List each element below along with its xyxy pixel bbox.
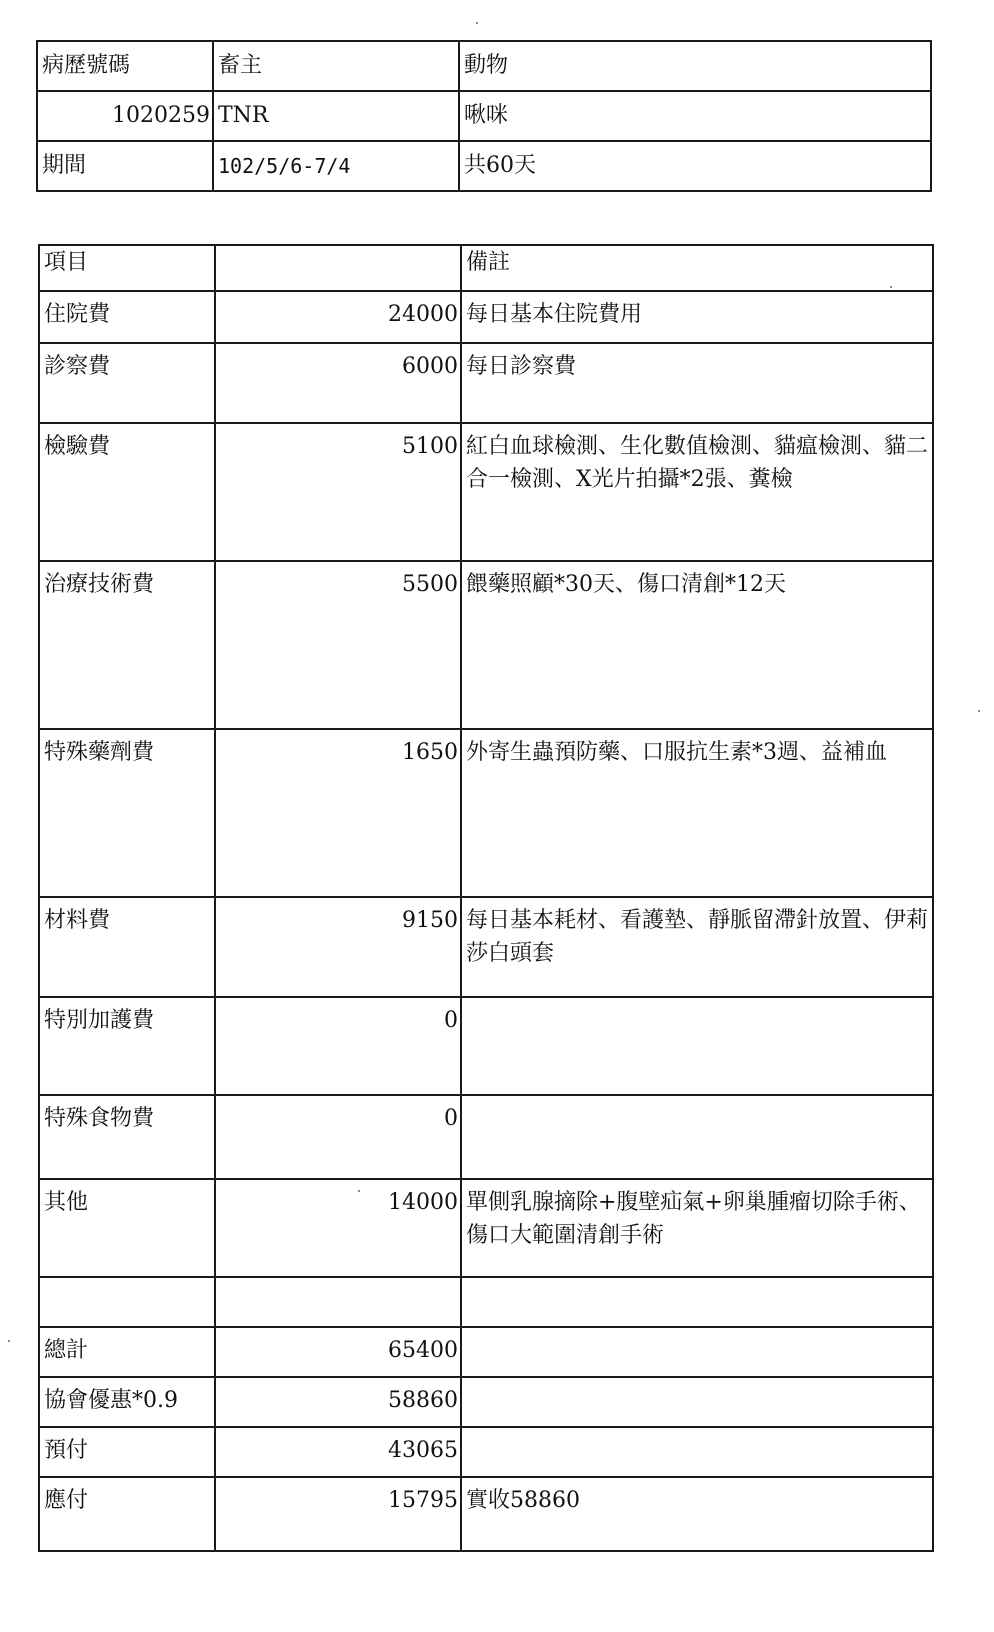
animal-header: 動物	[459, 41, 931, 91]
scan-speck	[358, 1190, 360, 1192]
summary-amount: 58860	[215, 1377, 461, 1427]
item-label: 檢驗費	[39, 423, 215, 561]
item-label: 治療技術費	[39, 561, 215, 729]
item-amount: 0	[215, 1095, 461, 1179]
summary-amount: 65400	[215, 1327, 461, 1377]
table-row	[39, 291, 933, 343]
item-remark	[461, 1095, 933, 1179]
table-row	[39, 1277, 933, 1327]
item-remark: 餵藥照顧*30天、傷口清創*12天	[461, 561, 933, 729]
item-amount: 5100	[215, 423, 461, 561]
summary-row	[39, 1427, 933, 1477]
record-no-header: 病歷號碼	[37, 41, 213, 91]
table-row	[39, 997, 933, 1095]
summary-amount: 15795	[215, 1477, 461, 1551]
item-remark: 單側乳腺摘除+腹壁疝氣+卵巢腫瘤切除手術、傷口大範圍清創手術	[461, 1179, 933, 1277]
info-value-row	[37, 91, 931, 141]
remark-header: 備註	[461, 245, 933, 291]
item-remark: 每日基本住院費用	[461, 291, 933, 343]
owner-header: 畜主	[213, 41, 459, 91]
billing-header-row	[39, 245, 933, 291]
item-header: 項目	[39, 245, 215, 291]
item-label: 特別加護費	[39, 997, 215, 1095]
item-amount: 1650	[215, 729, 461, 897]
amount-header	[215, 245, 461, 291]
item-remark	[461, 997, 933, 1095]
item-remark	[461, 1277, 933, 1327]
item-amount: 14000	[215, 1179, 461, 1277]
owner-value: TNR	[213, 91, 459, 141]
item-label: 住院費	[39, 291, 215, 343]
summary-label: 總計	[39, 1327, 215, 1377]
item-amount: 0	[215, 997, 461, 1095]
item-remark: 紅白血球檢測、生化數值檢測、貓瘟檢測、貓二合一檢測、X光片拍攝*2張、糞檢	[461, 423, 933, 561]
scan-speck	[978, 710, 980, 712]
summary-label: 應付	[39, 1477, 215, 1551]
summary-row	[39, 1377, 933, 1427]
item-remark: 每日基本耗材、看護墊、靜脈留滯針放置、伊莉莎白頭套	[461, 897, 933, 997]
scan-speck	[890, 286, 892, 288]
item-amount	[215, 1277, 461, 1327]
item-label: 材料費	[39, 897, 215, 997]
summary-remark	[461, 1377, 933, 1427]
summary-row	[39, 1327, 933, 1377]
item-amount: 5500	[215, 561, 461, 729]
scan-speck	[8, 1340, 10, 1342]
table-row	[39, 1095, 933, 1179]
record-info-table	[36, 40, 932, 192]
table-row	[39, 897, 933, 997]
item-label: 診察費	[39, 343, 215, 423]
animal-value: 啾咪	[459, 91, 931, 141]
summary-remark	[461, 1327, 933, 1377]
item-label: 其他	[39, 1179, 215, 1277]
summary-row	[39, 1477, 933, 1551]
summary-label: 協會優惠*0.9	[39, 1377, 215, 1427]
table-row	[39, 729, 933, 897]
table-row	[39, 423, 933, 561]
summary-label: 預付	[39, 1427, 215, 1477]
item-label: 特殊藥劑費	[39, 729, 215, 897]
item-label: 特殊食物費	[39, 1095, 215, 1179]
item-amount: 9150	[215, 897, 461, 997]
item-remark: 每日診察費	[461, 343, 933, 423]
table-row	[39, 343, 933, 423]
info-header-row	[37, 41, 931, 91]
item-amount: 24000	[215, 291, 461, 343]
record-no-value: 1020259	[37, 91, 213, 141]
period-label: 期間	[37, 141, 213, 191]
item-amount: 6000	[215, 343, 461, 423]
scan-speck	[476, 22, 478, 24]
summary-remark: 實收58860	[461, 1477, 933, 1551]
billing-table	[38, 244, 934, 1552]
summary-remark	[461, 1427, 933, 1477]
table-row	[39, 1179, 933, 1277]
period-value: 102/5/6-7/4	[213, 141, 459, 191]
item-remark: 外寄生蟲預防藥、口服抗生素*3週、益補血	[461, 729, 933, 897]
days-value: 共60天	[459, 141, 931, 191]
info-period-row	[37, 141, 931, 191]
table-row	[39, 561, 933, 729]
item-label	[39, 1277, 215, 1327]
summary-amount: 43065	[215, 1427, 461, 1477]
